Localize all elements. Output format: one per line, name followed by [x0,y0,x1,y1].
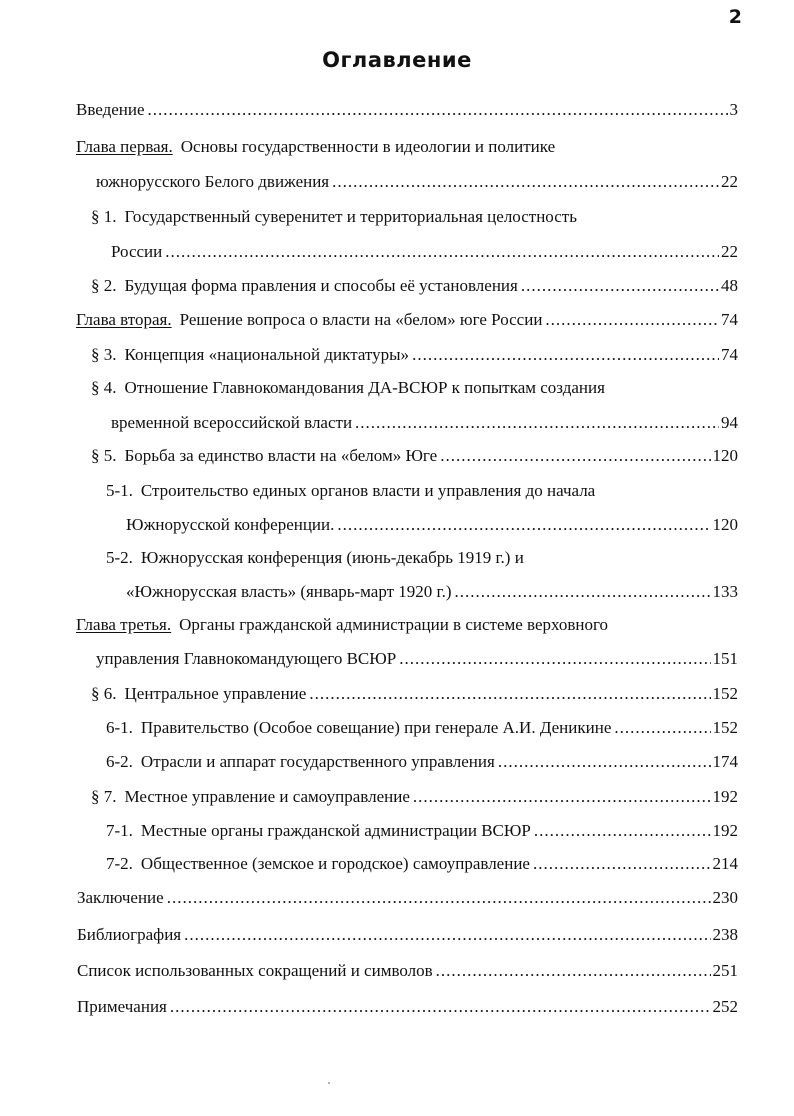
dot-leader [534,821,711,841]
section-number: § 6. [91,684,117,703]
chapter-label: Глава третья. [76,615,172,634]
section-number: 6-2. [106,752,133,771]
chapter-label: Глава первая. [76,137,173,156]
toc-entry-intro[interactable] [76,100,738,120]
dot-leader [455,582,711,602]
entry-page: 22 [721,242,738,261]
page-number: 2 [728,6,742,28]
toc-entry-section-1-cont[interactable] [111,242,738,262]
entry-page: 74 [721,310,738,329]
entry-title-cont: управления Главнокомандующего ВСЮР [96,649,397,668]
toc-entry-chapter-3[interactable] [76,615,608,635]
dot-leader [412,345,719,365]
toc-entry-bibliography[interactable] [77,925,738,945]
entry-page: 120 [712,446,738,465]
toc-entry-subsection-7-2[interactable] [106,854,738,874]
toc-entry-section-4-cont[interactable] [111,413,738,433]
section-number: § 5. [91,446,117,465]
section-number: 6-1. [106,718,133,737]
toc-entry-section-5[interactable] [91,446,738,466]
entry-title: Местное управление и самоуправление [124,787,410,806]
dot-leader [337,515,710,535]
dot-leader [332,172,719,192]
dot-leader [440,446,710,466]
entry-page: 238 [712,925,738,944]
entry-title-cont: временной всероссийской власти [111,413,353,432]
dot-leader [413,787,711,807]
entry-page: 120 [712,515,738,534]
entry-page: 74 [721,345,738,364]
section-number: 7-2. [106,854,133,873]
dot-leader [498,752,711,772]
dot-leader [355,413,719,433]
entry-title: Концепция «национальной диктатуры» [124,345,410,364]
entry-title: Государственный суверенитет и территориальная целостность [124,207,577,226]
section-number: § 3. [91,345,117,364]
dot-leader [545,310,719,330]
dot-leader [165,242,719,262]
scan-speck [328,1082,330,1084]
toc-entry-section-2[interactable] [91,276,738,296]
entry-page: 22 [721,172,738,191]
toc-entry-chapter-2[interactable] [76,310,738,330]
entry-title: Борьба за единство власти на «белом» Юге [124,446,438,465]
toc-entry-chapter-1-cont[interactable] [96,172,738,192]
entry-page: 94 [721,413,738,432]
section-number: § 2. [91,276,117,295]
page-title: Оглавление [322,48,472,72]
toc-entry-subsection-6-2[interactable] [106,752,738,772]
toc-entry-notes[interactable] [77,997,738,1017]
dot-leader [533,854,711,874]
entry-page: 3 [729,100,738,119]
entry-title: Будущая форма правления и способы её установления [124,276,518,295]
section-number: § 4. [91,378,117,397]
entry-page: 133 [712,582,738,601]
toc-entry-subsection-7-1[interactable] [106,821,738,841]
entry-title: Введение [76,100,145,119]
entry-title: Решение вопроса о власти на «белом» юге России [179,310,543,329]
entry-page: 214 [712,854,738,873]
entry-title-cont: южнорусского Белого движения [96,172,330,191]
entry-title: Органы гражданской администрации в системе верховного [179,615,609,634]
entry-title: Правительство (Особое совещание) при генерале А.И. Деникине [140,718,612,737]
section-number: § 7. [91,787,117,806]
dot-leader [521,276,719,296]
toc-entry-chapter-3-cont[interactable] [96,649,738,669]
entry-title: Строительство единых органов власти и управления до начала [140,481,596,500]
dot-leader [167,888,711,908]
entry-page: 174 [712,752,738,771]
section-number: 5-1. [106,481,133,500]
entry-title: Отношение Главнокомандования ДА-ВСЮР к попыткам создания [124,378,605,397]
dot-leader [399,649,710,669]
entry-page: 192 [712,821,738,840]
entry-page: 152 [712,718,738,737]
entry-title: Южнорусская конференция (июнь-декабрь 1919 г.) и [140,548,524,567]
entry-title: Центральное управление [124,684,307,703]
toc-entry-conclusion[interactable] [77,888,738,908]
dot-leader [436,961,711,981]
toc-entry-section-3[interactable] [91,345,738,365]
entry-page: 48 [721,276,738,295]
entry-title-cont: России [111,242,163,261]
entry-title: Местные органы гражданской администрации ВСЮР [140,821,531,840]
entry-page: 152 [712,684,738,703]
toc-entry-subsection-5-1-cont[interactable] [126,515,738,535]
entry-page: 192 [712,787,738,806]
entry-title: Заключение [77,888,164,907]
toc-entry-subsection-6-1[interactable] [106,718,738,738]
toc-entry-section-4[interactable] [91,378,605,398]
entry-title: Библиография [77,925,182,944]
entry-title: Список использованных сокращений и символов [77,961,433,980]
entry-page: 252 [712,997,738,1016]
section-number: § 1. [91,207,117,226]
toc-entry-subsection-5-2-cont[interactable] [126,582,738,602]
chapter-label: Глава вторая. [76,310,172,329]
toc-entry-section-1[interactable] [91,207,577,227]
toc-entry-section-7[interactable] [91,787,738,807]
entry-title: Основы государственности в идеологии и политике [180,137,556,156]
toc-entry-abbreviations[interactable] [77,961,738,981]
dot-leader [309,684,710,704]
entry-title-cont: «Южнорусская власть» (январь-март 1920 г.) [126,582,452,601]
toc-entry-subsection-5-2[interactable] [106,548,524,568]
entry-title: Отрасли и аппарат государственного управления [140,752,495,771]
entry-title: Общественное (земское и городское) самоуправление [140,854,530,873]
toc-entry-chapter-1[interactable] [76,137,555,157]
dot-leader [614,718,710,738]
entry-page: 230 [712,888,738,907]
section-number: 5-2. [106,548,133,567]
dot-leader [184,925,710,945]
toc-entry-section-6[interactable] [91,684,738,704]
dot-leader [170,997,711,1017]
dot-leader [148,100,728,120]
entry-page: 151 [712,649,738,668]
entry-title-cont: Южнорусской конференции. [126,515,335,534]
entry-title: Примечания [77,997,167,1016]
section-number: 7-1. [106,821,133,840]
entry-page: 251 [712,961,738,980]
toc-entry-subsection-5-1[interactable] [106,481,595,501]
